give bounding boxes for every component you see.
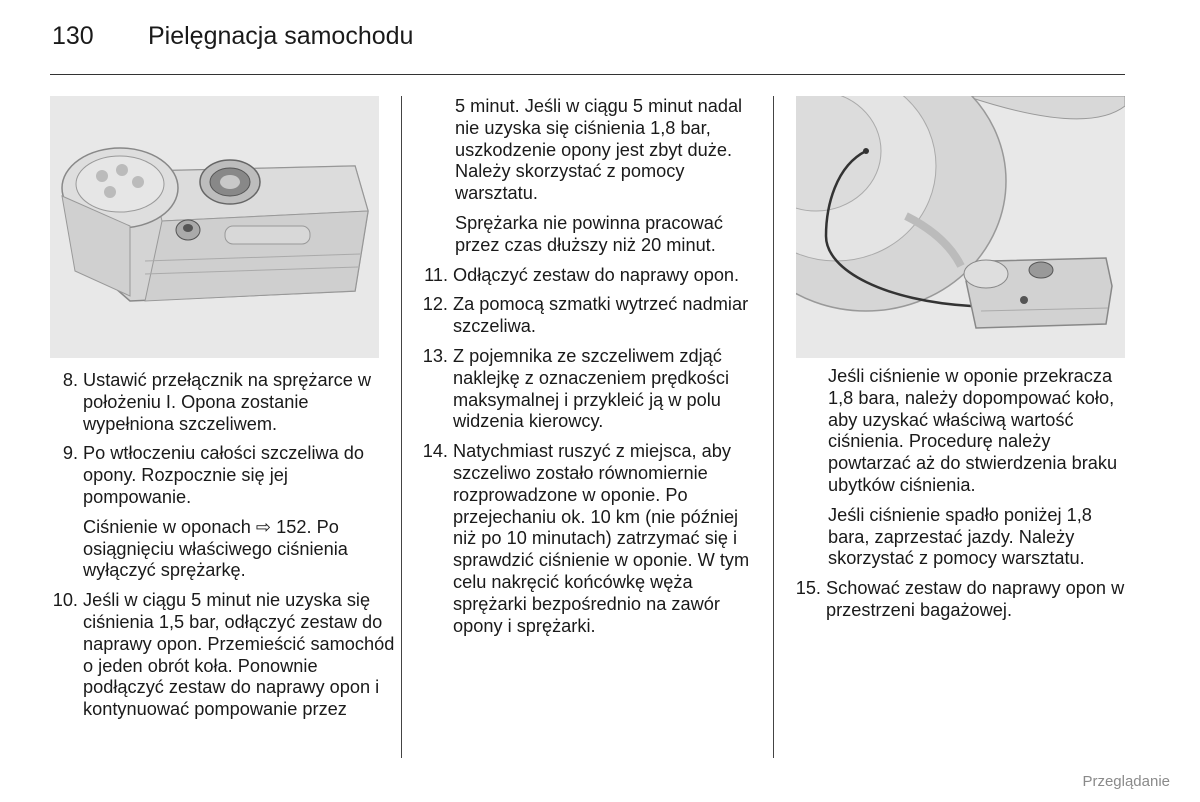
item-number: 11. (424, 264, 448, 285)
item-number: 8. (62, 370, 78, 390)
list-item (793, 578, 1125, 622)
item-text: Natychmiast ruszyć z miejsca, aby szczeliwo zostało równomiernie rozprowadzone w oponie. Po przejechaniu ok. 10 km (nie później niż po 10 minutach) zatrzymać się i sprawdzić ciśnienie w oponie. W tym celu nakręcić końcówkę węża sprężarki bezpośrednio na zawór opony i sprężarki. (453, 441, 750, 636)
paragraph: Ciśnienie w oponach ⇨ 152. Po osiągnięciu właściwego ciśnienia wyłączyć sprężarkę. (83, 516, 348, 581)
item-text: Z pojemnika ze szczeliwem zdjąć naklejkę z oznaczeniem prędkości maksymalnej i przykleić ją w polu widzenia kierowcy. (453, 345, 729, 432)
column-middle (420, 96, 765, 645)
item-number: 12. (422, 294, 448, 315)
item-text: Odłączyć zestaw do naprawy opon. (453, 264, 740, 285)
item-text: Jeśli w ciągu 5 minut nie uzyska się ciśnienia 1,5 bar, odłączyć zestaw do naprawy opon. Przemieścić samochód o jeden obrót koła. Ponownie podłączyć zestaw do naprawy opon i kontynuować pompowanie przez (83, 590, 395, 720)
item-number: 13. (422, 345, 448, 366)
item-text: Ustawić przełącznik na sprężarce w położeniu I. Opona zostanie wypełniona szczeliwem. (83, 370, 372, 434)
compressor-illustration (50, 96, 379, 358)
item-text: Za pomocą szmatki wytrzeć nadmiar szczeliwa. (453, 294, 749, 337)
page-number: 130 (52, 22, 94, 50)
list-item (50, 370, 395, 435)
list-item (420, 294, 765, 338)
list-item (50, 590, 395, 721)
paragraph: Jeśli ciśnienie w oponie przekracza 1,8 bara, należy dopompować koło, aby uzyskać właściwą wartość ciśnienia. Procedurę należy powtarzać aż do stwierdzenia braku ubytków ciśnienia. (828, 366, 1118, 495)
list-item (420, 265, 765, 287)
column-divider (773, 96, 774, 758)
footer-label: Przeglądanie (1082, 773, 1170, 790)
list-item (420, 441, 765, 637)
header-divider (50, 74, 1125, 75)
column-left (50, 370, 395, 729)
paragraph: Jeśli ciśnienie spadło poniżej 1,8 bara, zaprzestać jazdy. Należy skorzystać z pomocy warsztatu. (828, 504, 1092, 569)
paragraph: 5 minut. Jeśli w ciągu 5 minut nadal nie uzyska się ciśnienia 1,8 bar, uszkodzenie opony jest zbyt duże. Należy skorzystać z pomocy warsztatu. (455, 96, 743, 204)
tyre-inflation-illustration (796, 96, 1125, 358)
column-right (793, 366, 1125, 630)
column-divider (401, 96, 402, 758)
list-item (420, 346, 765, 433)
list-item (50, 443, 395, 508)
item-number: 9. (62, 443, 78, 464)
item-number: 15. (795, 578, 821, 599)
item-text: Schować zestaw do naprawy opon w przestrzeni bagażowej. (826, 578, 1125, 620)
item-number: 10. (52, 590, 78, 611)
item-number: 14. (422, 441, 448, 462)
page-title: Pielęgnacja samochodu (148, 22, 414, 50)
paragraph: Sprężarka nie powinna pracować przez czas dłuższy niż 20 minut. (455, 212, 723, 255)
item-text: Po wtłoczeniu całości szczeliwa do opony. Rozpocznie się jej pompowanie. (83, 443, 365, 507)
